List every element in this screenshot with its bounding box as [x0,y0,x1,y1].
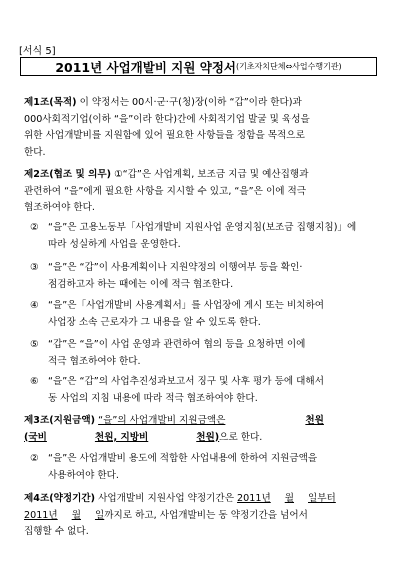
article-2-item-6 [30,374,376,407]
amount-total-unit: 천원 [305,415,324,426]
article-3 [24,413,376,446]
document-subtitle: (기초자치단체⇔사업수행기관) [235,62,342,71]
article-2 [24,167,376,217]
item-number: ③ [30,262,39,273]
item-number: ② [30,222,39,233]
form-number: [서식 5] [19,46,56,57]
article-4 [24,491,376,541]
start-month: 월 [284,493,295,504]
article-2-line-3: 협조하여야 한다. [24,202,95,213]
item-line: 동 사업의 지침 내용에 따라 적극 협조하여야 한다. [48,392,258,404]
article-3-item-2 [30,451,376,484]
item-line: “을”은「사업개발비 사용계획서」를 사업장에 게시 또는 비치하여 [48,300,325,311]
article-2-heading: 제2조(협조 및 의무) [24,169,111,180]
article-1-line-1: 이 약정서는 00시·군·구(청)장(이하 “갑”이라 한다)과 [79,97,302,108]
article-2-item-2 [30,220,376,253]
item-number: ⑥ [30,376,39,387]
article-1-heading: 제1조(목적) [24,97,77,108]
end-month: 월 [71,509,81,521]
article-2-line-2: 관련하여 “을”에게 필요한 사항을 지시할 수 있고, “을”은 이에 적극 [24,185,307,197]
item-line: “을”은 “갑”이 사용계획이나 지원약정의 이행여부 등을 확인· [48,262,303,273]
article-2-item-3 [30,260,376,293]
article-4-line-3: 집행할 수 없다. [24,526,89,537]
item-line: 사용하여야 한다. [48,469,119,481]
item-line: 따라 성실하게 사업을 운영한다. [48,238,181,250]
article-2-line-1: “갑”은 사업계획, 보조금 지급 및 예산집행과 [122,169,309,180]
item-number: ④ [30,300,39,311]
item-line: 사업장 소속 근로자가 그 내용을 알 수 있도록 한다. [48,316,261,328]
article-4-line-1: 사업개발비 지원사업 약정기간은 [98,493,234,504]
article-4-heading: 제4조(약정기간) [24,493,96,504]
end-year: 2011년 [24,509,58,521]
article-3-tail: 으로 한다. [219,431,263,443]
item-line: 적극 협조하여야 한다. [48,355,141,367]
start-day: 일부터 [308,493,336,504]
article-1-line-4: 한다. [24,146,46,158]
end-day: 일 [94,509,105,521]
article-2-item-4 [30,298,376,331]
item-line: “을”은 고용노동부「사업개발비 지원사업 운영지침(보조금 집행지침)」에 [48,222,357,233]
amount-local-unit: 천원) [196,431,220,443]
title-box [20,57,377,76]
item-line: “을”은 “갑”의 사업추진성과보고서 징구 및 사후 평가 등에 대해서 [48,376,324,387]
document-title: 2011년 사업개발비 지원 약정서 [55,59,236,75]
item-number: ② [30,453,39,464]
article-3-line-1: “을”의 사업개발비 지원금액은 [98,415,226,426]
article-4-line-2: 까지로 하고, 사업개발비는 동 약정기간을 넘어서 [104,509,308,521]
article-3-heading: 제3조(지원금액) [24,415,96,426]
article-1-line-2: 000사회적기업(이하 “을”이라 한다)간에 사회적기업 발굴 및 육성을 [24,113,310,125]
item-line: “갑”은 “을”이 사업 운영과 관련하여 협의 등을 요청하면 이에 [48,339,306,350]
article-2-circ-1: ① [114,169,123,180]
amount-local-label: 천원, 지방비 [94,431,149,443]
item-line: 점검하고자 하는 때에는 이에 적극 협조한다. [48,278,234,290]
item-line: “을”은 사업개발비 용도에 적합한 사업내용에 한하여 지원금액을 [48,453,318,464]
article-1 [24,95,376,161]
article-1-line-3: 위한 사업개발비를 지원함에 있어 필요한 사항들을 정함을 목적으로 [24,130,305,141]
start-year: 2011년 [237,493,271,504]
item-number: ⑤ [30,339,39,350]
article-2-item-5 [30,337,376,370]
amount-national-label: (국비 [24,431,47,443]
